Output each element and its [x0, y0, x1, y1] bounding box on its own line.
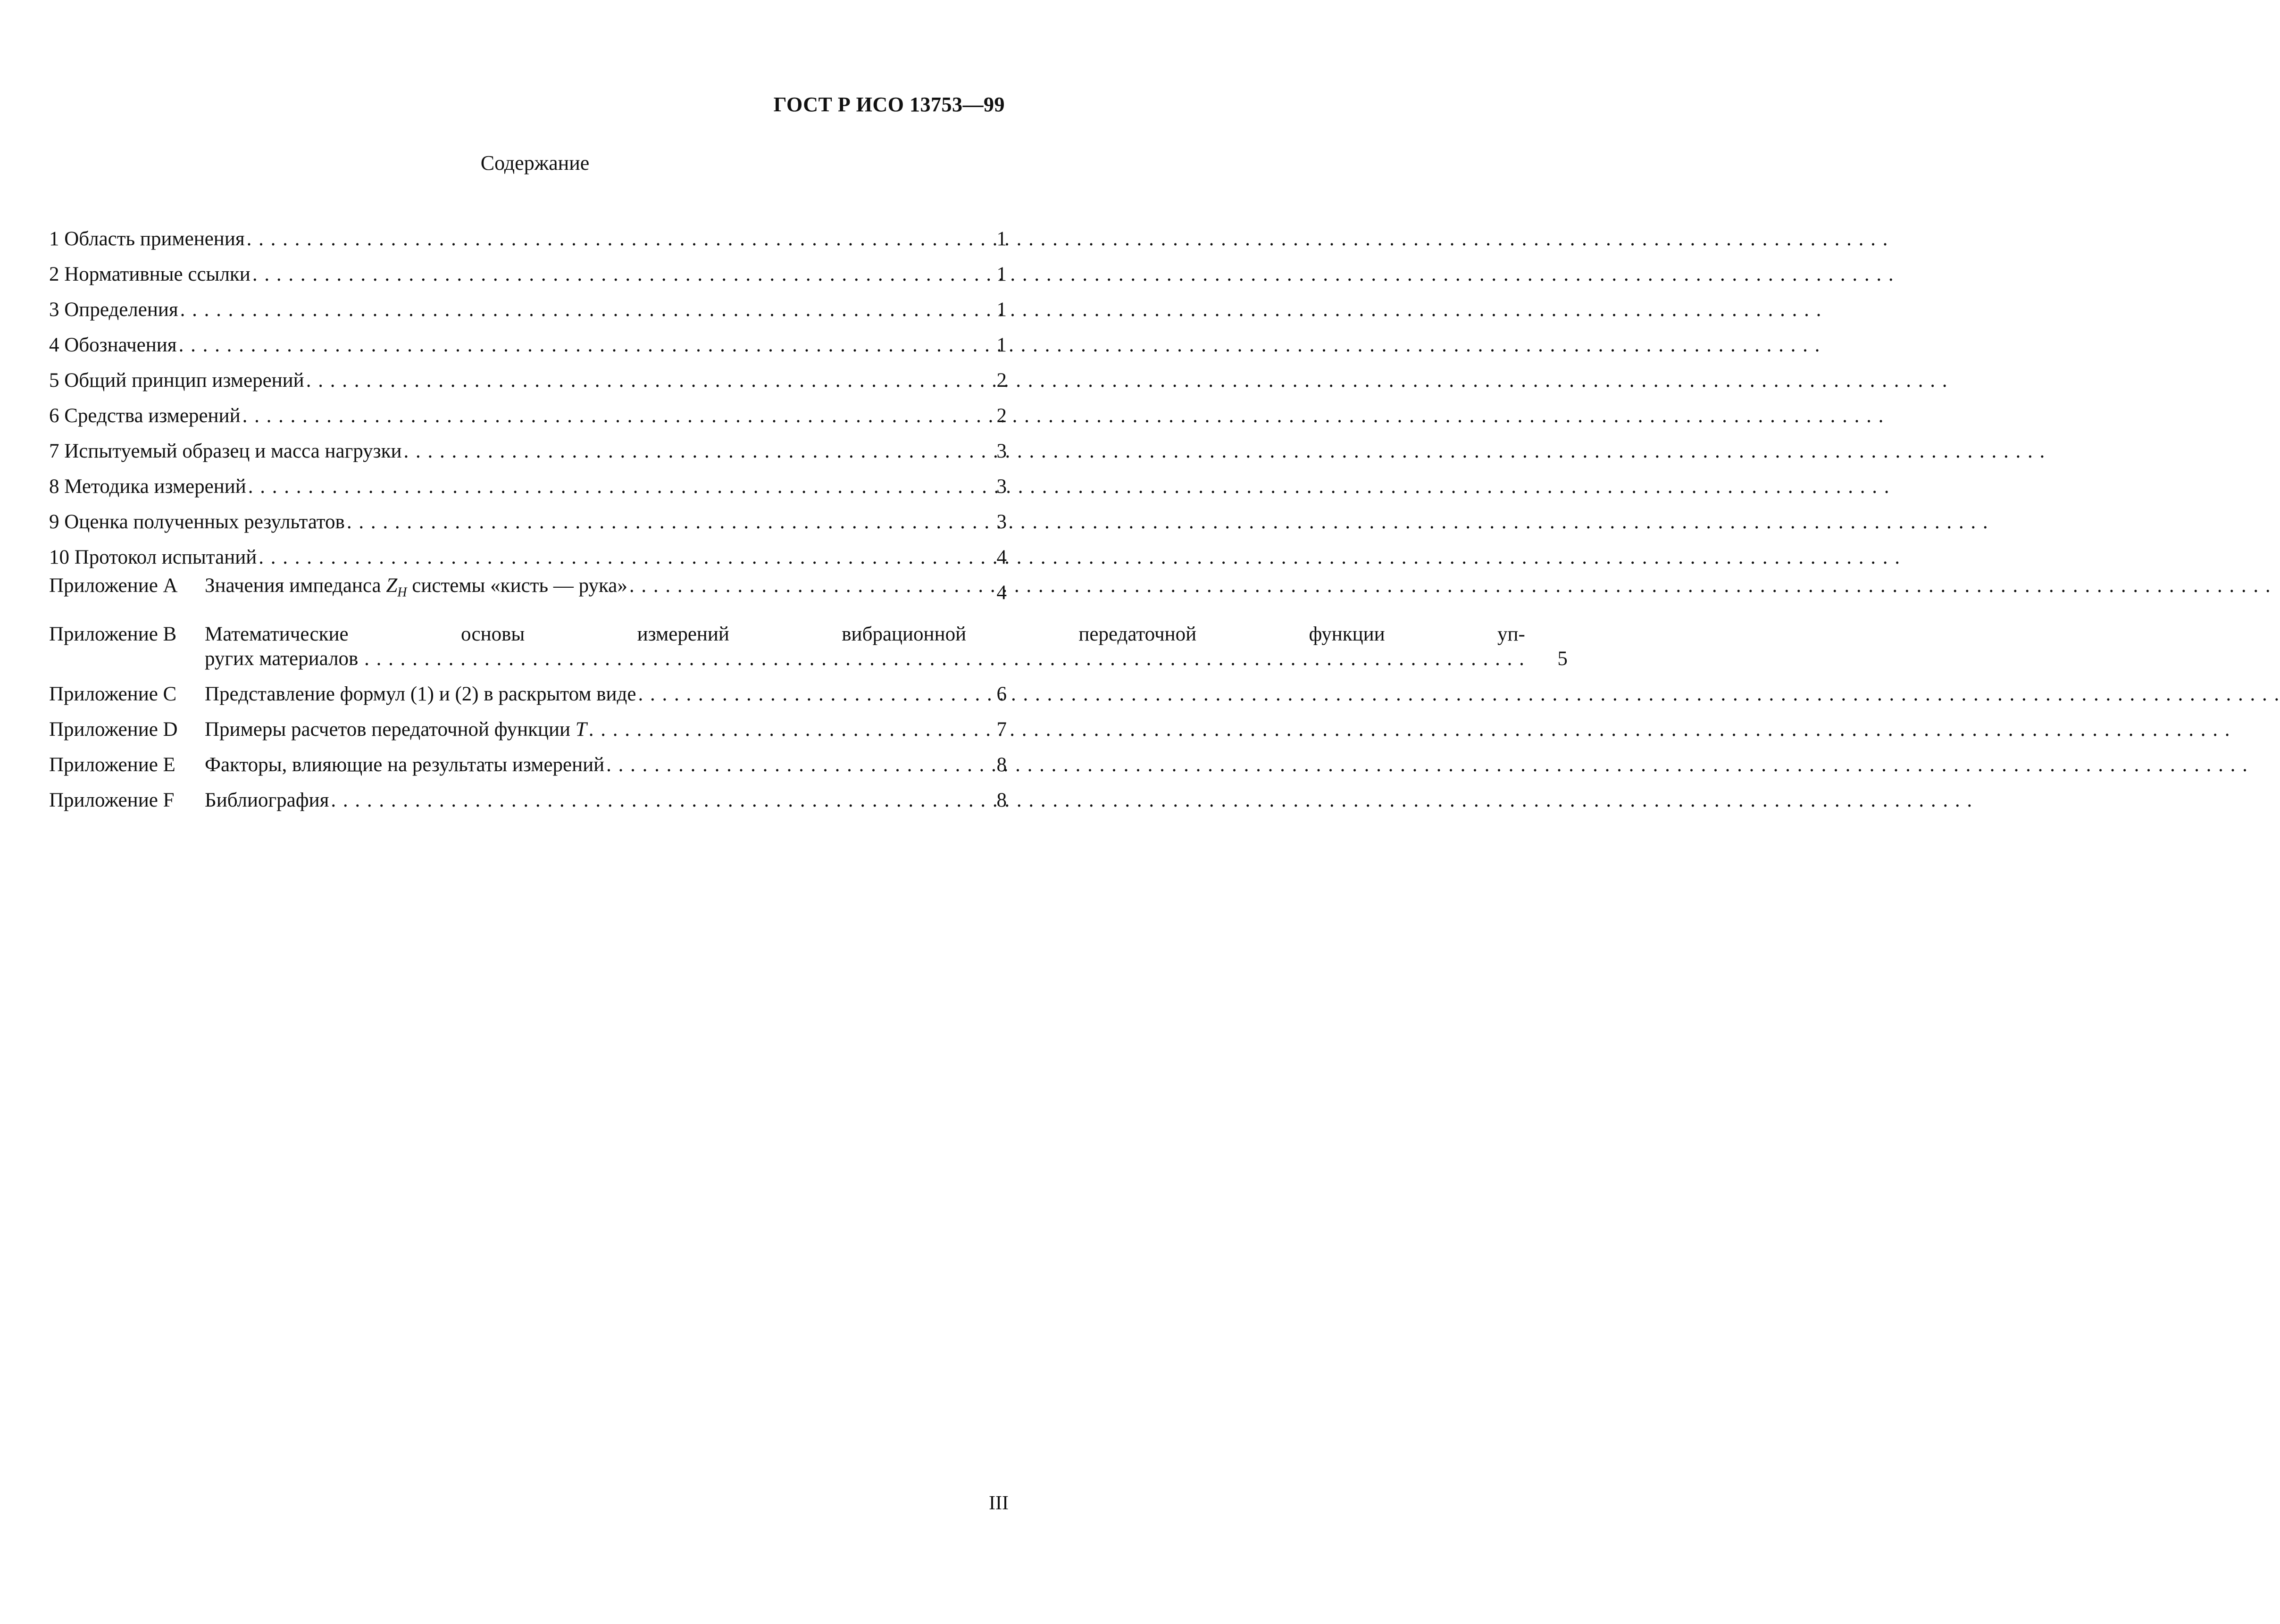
toc-entry-page: 1 [996, 334, 1007, 356]
toc-entry-page: 2 [996, 405, 1007, 427]
appendix-text: Представление формул (1) и (2) в раскрытом виде [205, 683, 636, 705]
toc-entry-label: 4 Обозначения [49, 334, 179, 356]
toc-appendix-e[interactable] [49, 742, 1007, 777]
toc-appendix-c[interactable] [49, 671, 1007, 707]
toc-entry[interactable] [49, 216, 1007, 251]
toc-entry-page: 3 [996, 440, 1007, 462]
toc-entry-page: 2 [996, 369, 1007, 391]
toc-entry-label: 10 Протокол испытаний [49, 546, 259, 568]
toc-entry-page: 1 [996, 228, 1007, 250]
table-of-contents [49, 216, 1568, 813]
appendix-prefix: Приложение F [49, 789, 175, 811]
toc-entry-label: 6 Средства измерений [49, 405, 242, 427]
toc-entry-page: 4 [996, 546, 1007, 568]
appendix-text: Факторы, влияющие на результаты измерений [205, 754, 605, 776]
toc-entry-page: 6 [996, 683, 1007, 705]
appendix-text-line2: ругих материалов [205, 648, 359, 670]
document-number: ГОСТ Р ИСО 13753—99 [773, 93, 1005, 116]
toc-entry-label: 7 Испытуемый образец и масса нагрузки [49, 440, 404, 462]
toc-entry-page: 1 [996, 263, 1007, 285]
toc-title: Содержание [480, 151, 590, 175]
toc-entry-page: 8 [996, 789, 1007, 811]
toc-entry[interactable] [49, 464, 1007, 499]
toc-appendix-f[interactable] [49, 777, 1007, 813]
appendix-prefix: Приложение E [49, 754, 175, 776]
toc-entry-page: 5 [1557, 648, 1568, 670]
appendix-text: Значения импеданса [205, 575, 386, 597]
toc-entry-page: 4 [996, 582, 1007, 604]
appendix-prefix: Приложение A [49, 575, 178, 597]
toc-entry[interactable] [49, 534, 1007, 570]
toc-entry[interactable] [49, 428, 1007, 464]
toc-entry[interactable] [49, 287, 1007, 322]
transfer-function-symbol: T [575, 718, 587, 741]
impedance-subscript: H [397, 585, 407, 600]
toc-entry-page: 3 [996, 475, 1007, 498]
toc-entry[interactable] [49, 322, 1007, 358]
toc-entry[interactable] [49, 393, 1007, 428]
page-number: III [989, 1492, 1009, 1514]
toc-entry-label: 3 Определения [49, 299, 180, 321]
toc-entry-label: 1 Область применения [49, 228, 247, 250]
toc-entry-label: 5 Общий принцип измерений [49, 369, 306, 391]
appendix-text-after: системы «кисть — рука» [407, 575, 627, 597]
appendix-text: Библиография [205, 789, 329, 811]
toc-entry[interactable] [49, 499, 1007, 534]
toc-entry-page: 8 [996, 754, 1007, 776]
toc-entry-page: 7 [996, 718, 1007, 741]
toc-appendix-d[interactable] [49, 707, 1007, 742]
toc-appendix-a[interactable] [49, 570, 1007, 605]
toc-entry[interactable] [49, 251, 1007, 287]
toc-entry-label: 8 Методика измерений [49, 475, 248, 498]
toc-entry-page: 3 [996, 511, 1007, 533]
toc-entry-label: 9 Оценка полученных результатов [49, 511, 347, 533]
appendix-prefix: Приложение B [49, 623, 177, 645]
appendix-text: Примеры расчетов передаточной функции [205, 718, 576, 741]
toc-entry-page: 1 [996, 299, 1007, 321]
impedance-symbol: Z [386, 575, 398, 597]
toc-entry[interactable] [49, 358, 1007, 393]
appendix-text-line1: Математические основы измерений вибрационной передаточной функции уп- [205, 623, 1525, 645]
appendix-prefix: Приложение D [49, 718, 178, 741]
toc-entry-label: 2 Нормативные ссылки [49, 263, 252, 285]
toc-appendix-b[interactable] [49, 605, 1568, 671]
appendix-prefix: Приложение C [49, 683, 177, 705]
